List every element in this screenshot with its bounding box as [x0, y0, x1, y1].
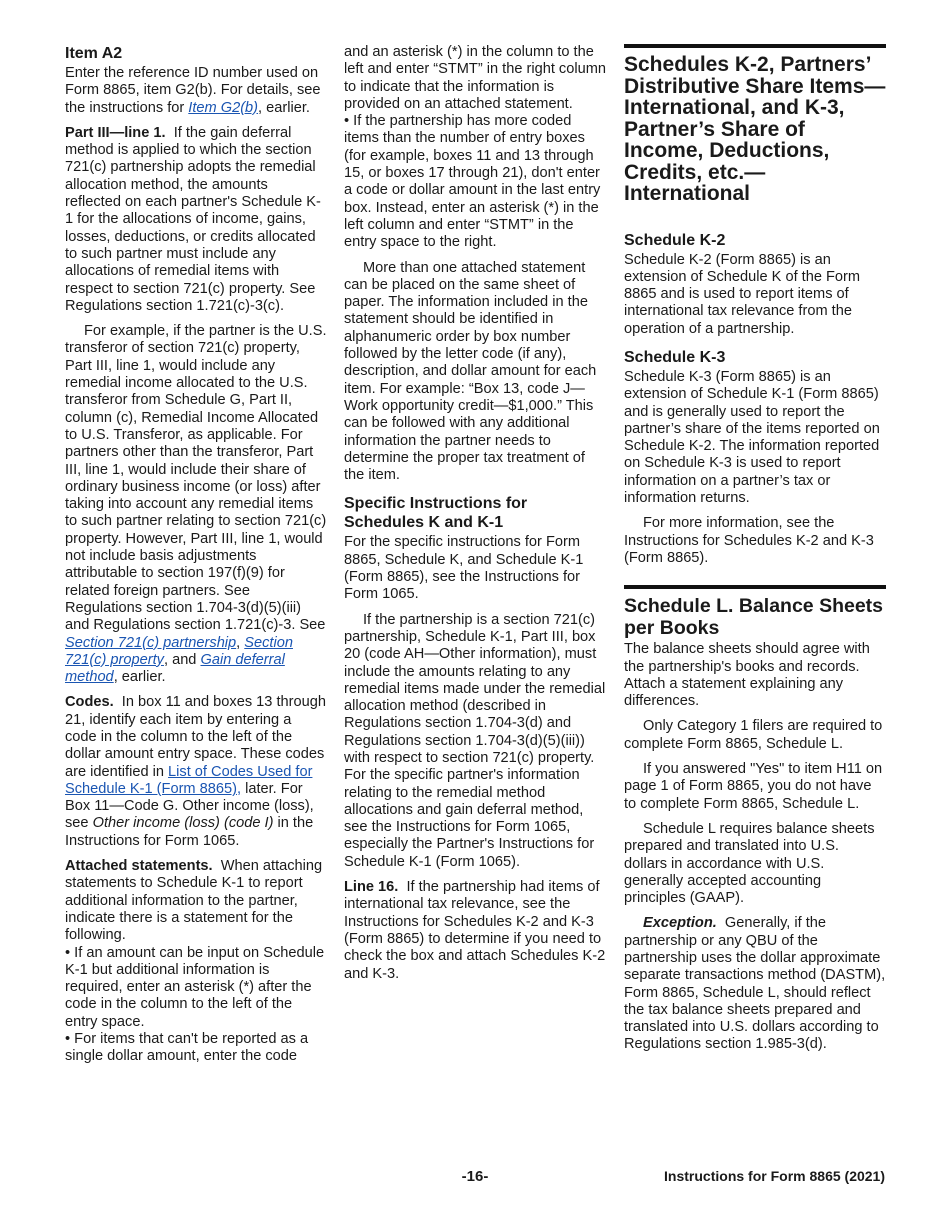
part3-line1-paragraph: Part III—line 1. If the gain deferral method is applied to which the section 721(c) partnership adopts the remedial allocation method, the amounts reflected on each partner's Schedule K-1 for the allocations of income, gains, losses, deductions, or credits allocated to such partner must include any allocations of remedial items with respect to section 721(c) property. See Regulations section 1.721(c)-3(c). — [65, 124, 321, 314]
exception-heading: Exception. — [643, 915, 717, 932]
exception-paragraph: Exception. Generally, if the partnership or any QBU of the partnership uses the dollar approximate separate transactions method (DASTM), Form 8865, Schedule L, should reflect the tax balance sheets prepared and translated into U.S. dollars according to Regulations section 1.985-3(d). — [624, 915, 886, 1053]
specific-instructions-heading: Specific Instructions for Schedules K and K-1 — [344, 495, 528, 532]
bullet-icon: • — [65, 944, 71, 961]
example-paragraph: For example, if the partner is the U.S. transferor of section 721(c) property, Part III, line 1, would include any remedial income allocated to the U.S. transferor from Schedule G, Part II, column (c), Remedial Income Allocated to U.S. Transferor, as applicable. For partners other than the transferor, Part III, line 1, would include their share of ordinary business income (or loss) after taking into account any remedial items to such partner relating to section 721(c) property. However, Part III, line 1, would not include basis adjustments attributable to section 197(f)(9) for related foreign partners. See Regulations section 1.704-3(d)(5)(iii) and Regulations section 1.721(c)-3. See Section 721(c) partnership, Section 721(c) property, and Gain deferral method, earlier. — [65, 323, 327, 686]
schedule-k3-text: Schedule K-3 (Form 8865) is an extension of Schedule K-1 (Form 8865) and is generally used to report the partner’s share of the items reported on Schedule K-2. The information reported on Schedule K-3 is used to report information on a partner’s tax or information returns. — [624, 368, 880, 507]
column-3 — [624, 44, 886, 1062]
codes-paragraph: Codes. In box 11 and boxes 13 through 21, identify each item by entering a code in the column to the left of the dollar amount entry space. These codes are identified in List of Codes Used for Schedule K-1 (Form 8865), later. For Box 11—Code G. Other income (loss), see Other income (loss) (code I) in the Instructions for Form 1065. — [65, 694, 326, 849]
column-2 — [344, 44, 606, 991]
bullet-item: • For items that can't be reported as a single dollar amount, enter the code — [65, 1031, 309, 1065]
schedules-k2-k3-heading: Schedules K-2, Partners’ Distributive Share Items—International, and K-3, Partner’s Share of Income, Deductions, Credits, etc.—International — [624, 53, 886, 205]
line16-paragraph: Line 16. If the partnership had items of international tax relevance, see the Instructions for Schedules K-2 and K-3 (Form 8865) to determine if you need to check the box and attach Schedules K-2 and K-3. — [344, 879, 606, 982]
bullet-icon: • — [65, 1031, 71, 1048]
schedule-l-text-3: If you answered "Yes" to item H11 on page 1 of Form 8865, you do not have to complete Form 8865, Schedule L. — [624, 761, 883, 812]
gain-deferral-method-link[interactable]: Gain deferral method — [65, 651, 285, 686]
bullet-continuation: and an asterisk (*) in the column to the left and enter “STMT” in the right column to indicate that the information is provided on an attached statement. — [344, 44, 606, 112]
more-than-one-paragraph: More than one attached statement can be placed on the same sheet of paper. The information included in the statement should be identified in alphanumeric order by box number followed by the letter code (if any), description, and dollar amount for each item. For example: “Box 13, code J—Work opportunity credit—$1,000.” This can be followed with any additional information the partner needs to determine the proper tax treatment of the item. — [344, 259, 597, 484]
item-g2b-link[interactable]: Item G2(b) — [188, 99, 259, 116]
schedule-k3-heading: Schedule K-3 — [624, 348, 726, 366]
schedule-k2-heading: Schedule K-2 — [624, 231, 726, 249]
footer-title: Instructions for Form 8865 (2021) — [664, 1168, 885, 1184]
schedule-l-heading: Schedule L. Balance Sheets per Books — [624, 595, 884, 640]
bullet-icon: • — [344, 113, 350, 130]
section-721c-property-link[interactable]: Section 721(c) property — [65, 634, 293, 668]
section-721c-paragraph: If the partnership is a section 721(c) partnership, Schedule K-1, Part III, box 20 (code AH—Other information), must include the amounts relating to any remedial items made under the remedial allocation method (described in Regulations section 1.704-3(d) and Regulations section 1.704-3(d)(5)(iii)) with respect to section 721(c) property. For the specific partner's information relating to the remedial method allocations and gain deferral method, see the Instructions for Form 1065, especially the Partner's Instructions for Schedule K-1 (Form 1065). — [344, 611, 606, 870]
bullet-item: • If an amount can be input on Schedule K-1 but additional information is required, enter an asterisk (*) after the code in the column to the left of the entry space. — [65, 944, 325, 1030]
codes-heading: Codes. — [65, 694, 114, 711]
section-rule — [624, 585, 886, 589]
section-rule — [624, 44, 886, 48]
item-a2-heading: Item A2 — [65, 45, 123, 62]
list-of-codes-link[interactable]: List of Codes Used for Schedule K-1 (Form 8865), — [65, 763, 313, 797]
line16-heading: Line 16. — [344, 879, 399, 896]
schedule-l-text-2: Only Category 1 filers are required to complete Form 8865, Schedule L. — [624, 718, 883, 752]
section-721c-partnership-link[interactable]: Section 721(c) partnership — [65, 634, 237, 651]
schedule-k2-text: Schedule K-2 (Form 8865) is an extension of Schedule K of the Form 8865 and is used to report items of international tax relevance from the operation of a partnership. — [624, 251, 861, 337]
bullet-item: • If the partnership has more coded items than the number of entry boxes (for example, boxes 11 and 13 through 15, or boxes 17 through 21), don't enter a code or dollar amount in the last entry box. Instead, enter an asterisk (*) in the left column and enter “STMT” in the entry space to the right. — [344, 113, 601, 251]
part3-heading: Part III—line 1. — [65, 124, 166, 141]
item-a2-text: Enter the reference ID number used on Form 8865, item G2(b). For details, see the instructions for Item G2(b), earlier. — [65, 65, 321, 116]
schedule-l-text-4: Schedule L requires balance sheets prepared and translated into U.S. dollars in accordance with U.S. generally accepted accounting principles (GAAP). — [624, 820, 875, 907]
page-number: -16- — [461, 1168, 489, 1185]
specific-instructions-text: For the specific instructions for Form 8865, Schedule K, and Schedule K-1 (Form 8865), see the Instructions for Form 1065. — [344, 534, 584, 603]
column-1 — [65, 44, 327, 1066]
attached-statements-heading: Attached statements. — [65, 858, 213, 875]
more-info-paragraph: For more information, see the Instructions for Schedules K-2 and K-3 (Form 8865). — [624, 515, 874, 566]
attached-statements-paragraph: Attached statements. When attaching statements to Schedule K-1 to report additional information to the partner, indicate there is a statement for the following. — [65, 858, 323, 944]
schedule-l-text-1: The balance sheets should agree with the partnership's books and records. Attach a statement explaining any differences. — [624, 641, 870, 710]
